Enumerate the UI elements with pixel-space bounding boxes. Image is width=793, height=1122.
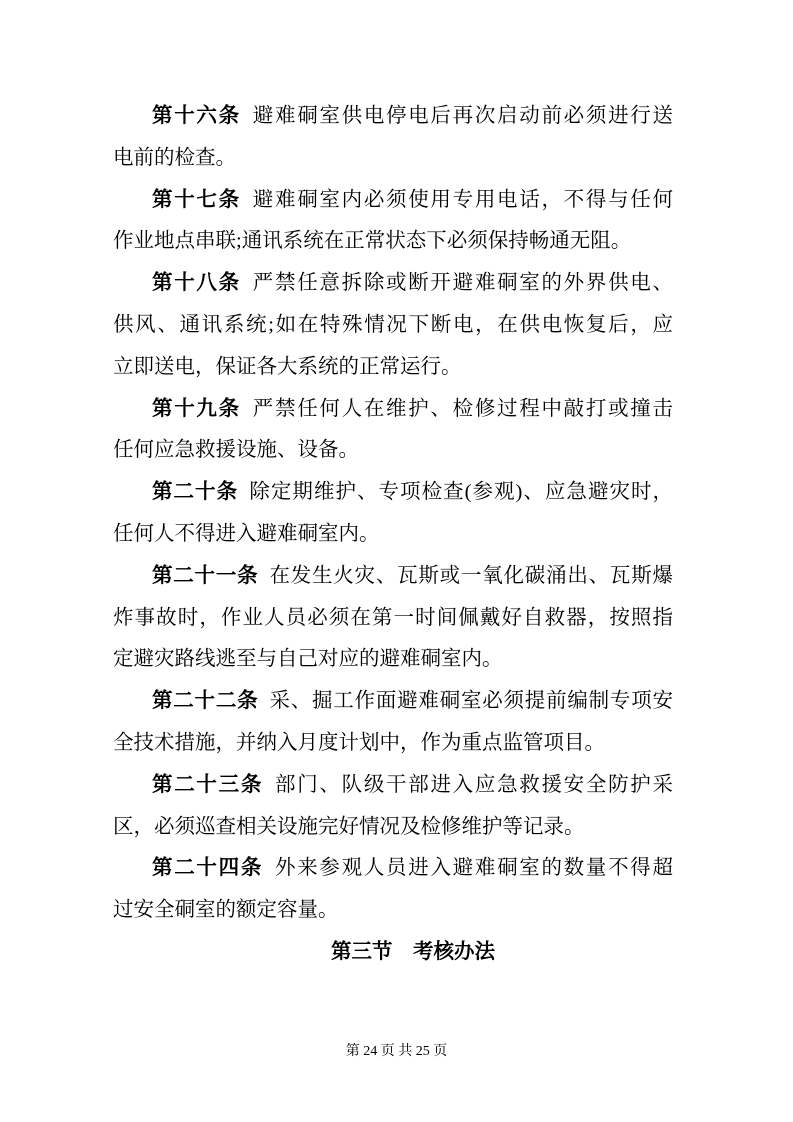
article-first-line <box>113 472 673 514</box>
article-text: 除定期维护、专项检查(参观)、应急避灾时， <box>248 481 674 504</box>
article-text: 避难硐室供电停电后再次启动前必须进行送 <box>251 105 674 127</box>
article-first-line <box>113 180 673 222</box>
article-first-line <box>113 765 673 807</box>
article-line <box>113 138 673 180</box>
article-text: 避难硐室内必须使用专用电话，不得与任何 <box>251 188 674 211</box>
article-line <box>113 514 673 556</box>
article-text: 区，必须巡查相关设施完好情况及检修维护等记录。 <box>113 815 585 838</box>
article-text: 电前的检查。 <box>113 146 236 169</box>
article-number: 第二十二条 <box>152 690 259 713</box>
article-list <box>113 96 673 974</box>
article-text: 采、掘工作面避难硐室必须提前编制专项安 <box>268 690 673 713</box>
article-number: 第二十一条 <box>152 564 259 587</box>
article-first-line <box>113 389 673 431</box>
article-paragraph <box>113 556 673 681</box>
article-text: 严禁任何人在维护、检修过程中敲打或撞击 <box>251 397 674 420</box>
article-line <box>113 807 673 849</box>
page-footer: 第 24 页 共 25 页 <box>345 1044 448 1059</box>
article-paragraph <box>113 96 673 180</box>
article-text: 严禁任意拆除或断开避难硐室的外界供电、 <box>251 272 674 295</box>
article-text: 立即送电，保证各大系统的正常运行。 <box>113 355 462 378</box>
article-first-line <box>113 848 673 890</box>
article-line <box>113 347 673 389</box>
article-text: 部门、队级干部进入应急救援安全防护采 <box>273 773 674 796</box>
article-number: 第二十四条 <box>152 857 264 880</box>
article-paragraph <box>113 848 673 932</box>
section-heading: 第三节 考核办法 <box>331 940 495 963</box>
article-line <box>113 430 673 472</box>
article-number: 第二十三条 <box>152 773 264 796</box>
article-first-line <box>113 681 673 723</box>
article-number: 第十九条 <box>152 397 241 420</box>
article-line <box>113 221 673 263</box>
article-number: 第十七条 <box>152 188 241 211</box>
article-text: 任何应急救援设施、设备。 <box>113 439 359 462</box>
article-line <box>113 598 673 640</box>
article-text: 供风、通讯系统;如在特殊情况下断电，在供电恢复后，应 <box>113 313 673 336</box>
article-line <box>113 305 673 347</box>
article-number: 第十八条 <box>152 272 241 295</box>
article-number: 第十六条 <box>152 105 241 127</box>
article-paragraph <box>113 765 673 849</box>
article-line <box>113 890 673 932</box>
article-line <box>113 639 673 681</box>
article-first-line <box>113 96 673 138</box>
article-text: 定避灾路线逃至与自己对应的避难硐室内。 <box>113 648 503 671</box>
article-paragraph <box>113 472 673 556</box>
article-paragraph <box>113 389 673 473</box>
article-text: 在发生火灾、瓦斯或一氧化碳涌出、瓦斯爆 <box>268 564 673 587</box>
article-first-line <box>113 556 673 598</box>
article-paragraph <box>113 681 673 765</box>
article-first-line <box>113 263 673 305</box>
article-text: 外来参观人员进入避难硐室的数量不得超 <box>273 857 674 880</box>
article-text: 任何人不得进入避难硐室内。 <box>113 522 380 545</box>
article-paragraph <box>113 180 673 264</box>
article-line <box>113 723 673 765</box>
article-text: 过安全硐室的额定容量。 <box>113 899 339 922</box>
article-text: 炸事故时，作业人员必须在第一时间佩戴好自救器，按照指 <box>113 606 673 629</box>
article-text: 全技术措施，并纳入月度计划中，作为重点监管项目。 <box>113 731 605 754</box>
article-paragraph <box>113 263 673 388</box>
article-number: 第二十条 <box>152 481 239 504</box>
article-text: 作业地点串联;通讯系统在正常状态下必须保持畅通无阻。 <box>113 230 632 253</box>
